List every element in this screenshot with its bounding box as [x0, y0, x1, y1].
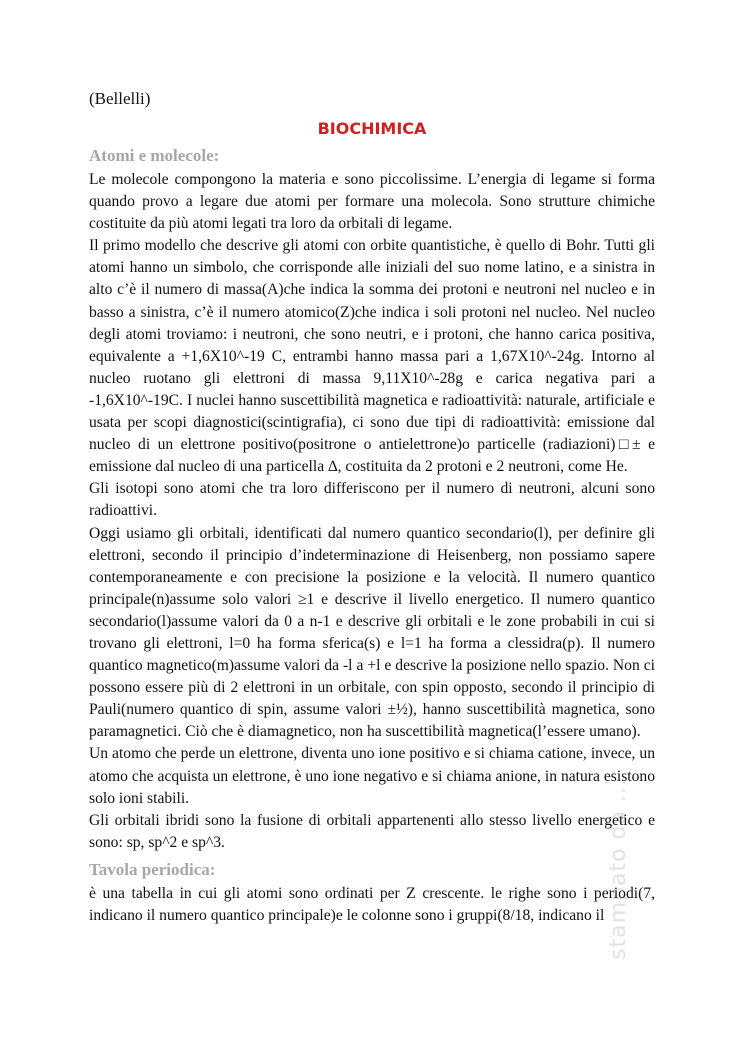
author-label: (Bellelli)	[89, 89, 151, 108]
paragraph: Il primo modello che descrive gli atomi con orbite quantistiche, è quello di Bohr. Tutti gli atomi hanno un simbolo, che corrisponde alle iniziali del suo nome latino, e a sinistra in alto c’è il numero di massa(A)che indica la somma dei protoni e neutroni nel nucleo e in basso a sinistra, c’è il numero atomico(Z)che indica i soli protoni nel nucleo. Nel nucleo degli atomi troviamo: i neutroni, che sono neutri, e i protoni, che hanno carica positiva, equivalente a +1,6X10^-19 C, entrambi hanno massa pari a 1,67X10^-24g. Intorno al nucleo ruotano gli elettroni di massa 9,11X10^-28g e carica negativa pari a -1,6X10^-19C. I nuclei hanno suscettibilità magnetica e radioattività: naturale, artificiale e usata per scopi diagnostici(scintigrafia), ci sono due tipi di radioattività: emissione dal nucleo di un elettrone positivo(positrone o antielettrone)o particelle (radiazioni)□± e emissione dal nucleo di una particella ∆, costituita da 2 protoni e 2 neutroni, come He.	[89, 237, 655, 476]
paragraph: è una tabella in cui gli atomi sono ordinati per Z crescente. le righe sono i periodi(7, indicano il numero quantico principale)e le colonne sono i gruppi(8/18, indicano il	[89, 884, 655, 924]
paragraph: Oggi usiamo gli orbitali, identificati dal numero quantico secondario(l), per definire gli elettroni, secondo il principio d’indeterminazione di Heisenberg, non possiamo sapere contemporaneamente e con precisione la posizione e la velocità. Il numero quantico principale(n)assume solo valori ≥1 e descrive il livello energetico. Il numero quantico secondario(l)assume valori da 0 a n-1 e descrive gli orbitali e le zone probabili in cui si trovano gli elettroni, l=0 ha forma sferica(s) e l=1 ha forma a clessidra(p). Il numero quantico magnetico(m)assume valori da -l a +l e descrive la posizione nello spazio. Non ci possono essere più di 2 elettroni in un orbitale, con spin opposto, secondo il principio di Pauli(numero quantico di spin, assume valori ±½), hanno suscettibilità magnetica, sono paramagnetici. Ciò che è diamagnetico, non ha suscettibilità magnetica(l’essere umano).	[89, 524, 655, 741]
document-page	[89, 87, 655, 927]
watermark-text: stampato da ...	[606, 778, 631, 960]
section-atomi-molecole	[89, 144, 655, 854]
paragraph: Gli isotopi sono atomi che tra loro differiscono per il numero di neutroni, alcuni sono radioattivi.	[89, 480, 655, 520]
paragraph: Gli orbitali ibridi sono la fusione di orbitali appartenenti allo stesso livello energetico e sono: sp, sp^2 e sp^3.	[89, 811, 655, 851]
section-heading: Atomi e molecole:	[89, 146, 220, 165]
paragraph: Un atomo che perde un elettrone, diventa uno ione positivo e si chiama catione, invece, un atomo che acquista un elettrone, è uno ione negativo e si chiama anione, in natura esistono solo ioni stabili.	[89, 745, 655, 807]
section-heading: Tavola periodica:	[89, 859, 216, 879]
paragraph: Le molecole compongono la materia e sono piccolissime. L’energia di legame si forma quando provo a legare due atomi per formare una molecola. Sono strutture chimiche costituite da più atomi legati tra loro da orbitali di legame.	[89, 171, 655, 233]
document-title: BIOCHIMICA	[317, 119, 427, 138]
section-tavola-periodica	[89, 858, 655, 927]
